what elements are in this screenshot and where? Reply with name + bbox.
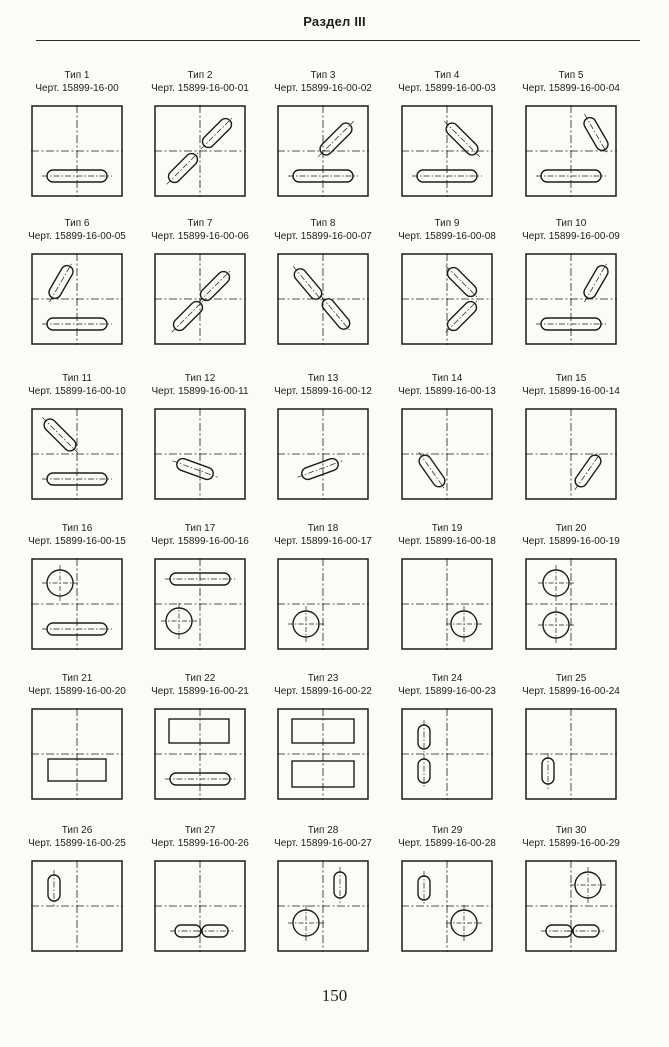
round-hole [161,603,197,639]
slot-hole [44,259,77,305]
figure-cell-1 [15,70,139,200]
header-rule [36,40,640,41]
figure-type-label: Тип 1 [64,70,90,81]
figure-drawing-code: Черт. 15899-16-00-07 [274,230,372,242]
figure-drawing [525,253,617,345]
figure-type-label: Тип 13 [307,373,339,384]
figure-drawing [31,253,123,345]
figure-drawing-code: Черт. 15899-16-00-23 [398,685,496,697]
figure-drawing-code: Черт. 15899-16-00-18 [398,535,496,547]
figure-drawing [525,860,617,952]
figure-features [295,455,344,483]
figure-drawing-code: Черт. 15899-16-00-05 [28,230,126,242]
slot-hole [170,455,219,483]
figure-drawing [401,708,493,800]
figure-type-label: Тип 16 [61,523,93,534]
figure-drawing [154,253,246,345]
figure-drawing-code: Черт. 15899-16-00-16 [151,535,249,547]
figure-type-label: Тип 29 [431,825,463,836]
figure-cell-13 [261,373,385,503]
figure-drawing-code: Черт. 15899-16-00-25 [28,837,126,849]
figure-features [48,870,60,906]
slot-hole [38,413,82,457]
figure-drawing [277,105,369,197]
figure-drawing [31,105,123,197]
slot-hole [196,112,237,153]
figure-cell-30 [509,825,633,955]
figure-cell-26 [15,825,139,955]
figure-features [570,449,606,494]
figure-features [446,606,482,642]
figure-cell-9 [385,218,509,348]
figure-features [288,867,346,941]
slot-hole [295,455,344,483]
figure-features [288,606,324,642]
slot-hole [197,925,233,937]
round-hole [288,905,324,941]
figure-type-label: Тип 20 [555,523,587,534]
section-title: Раздел III [303,14,366,29]
figure-cell-25 [509,673,633,803]
figure-drawing [525,408,617,500]
figure-drawing-code: Черт. 15899-16-00-22 [274,685,372,697]
figure-cell-8 [261,218,385,348]
figure-features [167,265,235,336]
figure-drawing-code: Черт. 15899-16-00-01 [151,82,249,94]
round-hole [42,565,78,601]
figure-drawing-code: Черт. 15899-16-00-17 [274,535,372,547]
figure-drawing [31,408,123,500]
figure-drawing-code: Черт. 15899-16-00-03 [398,82,496,94]
figure-cell-19 [385,523,509,653]
figure-type-label: Тип 26 [61,825,93,836]
figure-drawing [401,558,493,650]
figure-cell-28 [261,825,385,955]
slot-hole [579,111,612,157]
figure-drawing-code: Черт. 15899-16-00-11 [151,385,249,397]
figure-features [412,117,484,182]
figure-cell-2 [138,70,262,200]
figure-features [541,867,606,937]
figure-drawing-code: Черт. 15899-16-00-20 [28,685,126,697]
slot-hole [194,265,235,306]
figure-drawing-code: Черт. 15899-16-00-02 [274,82,372,94]
figure-cell-7 [138,218,262,348]
round-hole [446,905,482,941]
figure-type-label: Тип 3 [310,70,336,81]
slot-hole [418,754,430,788]
figure-drawing-code: Черт. 15899-16-00 [35,82,119,94]
figure-type-label: Тип 9 [434,218,460,229]
round-hole [538,565,574,601]
figure-cell-29 [385,825,509,955]
figure-type-label: Тип 4 [434,70,460,81]
figure-cell-27 [138,825,262,955]
figure-type-label: Тип 12 [184,373,216,384]
figure-type-label: Тип 6 [64,218,90,229]
figure-drawing [277,558,369,650]
figure-drawing [154,708,246,800]
figure-drawing [525,708,617,800]
figure-type-label: Тип 23 [307,673,339,684]
figure-cell-23 [261,673,385,803]
figure-cell-20 [509,523,633,653]
figure-cell-18 [261,523,385,653]
figure-drawing-code: Черт. 15899-16-00-27 [274,837,372,849]
figure-type-label: Тип 28 [307,825,339,836]
figure-type-label: Тип 11 [62,373,92,384]
slot-hole [579,259,612,305]
figure-drawing-code: Черт. 15899-16-00-24 [522,685,620,697]
figure-drawing-code: Черт. 15899-16-00-04 [522,82,620,94]
figure-cell-14 [385,373,509,503]
figure-features [170,925,233,937]
figure-type-label: Тип 7 [187,218,213,229]
page-number: 150 [321,986,348,1005]
figure-cell-17 [138,523,262,653]
figure-type-label: Тип 25 [555,673,587,684]
figure-drawing [277,860,369,952]
slot-hole [418,720,430,754]
figure-drawing [525,558,617,650]
figure-type-label: Тип 15 [555,373,587,384]
figure-type-label: Тип 10 [555,218,587,229]
slot-hole [542,753,554,789]
figure-cell-24 [385,673,509,803]
figure-cell-21 [15,673,139,803]
figure-cell-11 [15,373,139,503]
figure-features [161,573,235,639]
figure-cell-15 [509,373,633,503]
slot-hole [418,871,430,905]
figure-drawing [525,105,617,197]
figure-drawing-code: Черт. 15899-16-00-19 [522,535,620,547]
figure-type-label: Тип 17 [184,523,216,534]
figure-features [542,753,554,789]
figure-drawing [31,860,123,952]
slot-hole [48,870,60,906]
figure-drawing-code: Черт. 15899-16-00-09 [522,230,620,242]
figure-drawing-code: Черт. 15899-16-00-08 [398,230,496,242]
figure-type-label: Тип 22 [184,673,216,684]
figure-type-label: Тип 5 [558,70,584,81]
figure-features [170,455,219,483]
figure-drawing [31,558,123,650]
figure-cell-6 [15,218,139,348]
slot-hole [441,295,482,336]
slot-hole [162,147,203,188]
figure-type-label: Тип 24 [431,673,463,684]
figure-type-label: Тип 18 [307,523,339,534]
figure-cell-3 [261,70,385,200]
figure-drawing [154,558,246,650]
figure-drawing [401,105,493,197]
figure-type-label: Тип 2 [187,70,213,81]
figure-features [536,259,613,330]
figure-drawing [154,408,246,500]
slot-hole [334,867,346,903]
figure-drawing [154,860,246,952]
slot-hole [441,261,482,302]
figure-drawing [277,253,369,345]
round-hole [288,606,324,642]
figure-features [536,111,613,182]
slot-hole [568,925,604,937]
figure-cell-10 [509,218,633,348]
slot-hole [167,295,208,336]
figure-type-label: Тип 19 [431,523,463,534]
figure-drawing [277,408,369,500]
slot-hole [414,449,450,494]
figure-type-label: Тип 21 [61,673,93,684]
figure-cell-12 [138,373,262,503]
figure-drawing-code: Черт. 15899-16-00-12 [274,385,372,397]
figure-drawing [31,708,123,800]
figure-drawing-code: Черт. 15899-16-00-14 [522,385,620,397]
figure-cell-5 [509,70,633,200]
figure-drawing-code: Черт. 15899-16-00-10 [28,385,126,397]
figure-type-label: Тип 27 [184,825,216,836]
figure-drawing-code: Черт. 15899-16-00-29 [522,837,620,849]
figure-drawing-code: Черт. 15899-16-00-06 [151,230,249,242]
figure-type-label: Тип 30 [555,825,587,836]
figure-features [38,413,112,485]
figure-drawing [401,408,493,500]
figure-drawing-code: Черт. 15899-16-00-15 [28,535,126,547]
figure-drawing [401,860,493,952]
figure-drawing-code: Черт. 15899-16-00-28 [398,837,496,849]
figure-features [414,449,450,494]
figure-type-label: Тип 14 [431,373,463,384]
figure-drawing-code: Черт. 15899-16-00-21 [151,685,249,697]
figure-cell-22 [138,673,262,803]
figure-drawing [277,708,369,800]
rect-opening [169,719,229,743]
round-hole [538,607,574,643]
round-hole [446,606,482,642]
figure-drawing [401,253,493,345]
slot-hole [314,117,358,161]
round-hole [570,867,606,903]
figure-type-label: Тип 8 [310,218,336,229]
figure-drawing [154,105,246,197]
figure-drawing-code: Черт. 15899-16-00-13 [398,385,496,397]
figure-cell-16 [15,523,139,653]
slot-hole [570,449,606,494]
figure-cell-4 [385,70,509,200]
figure-drawing-code: Черт. 15899-16-00-26 [151,837,249,849]
